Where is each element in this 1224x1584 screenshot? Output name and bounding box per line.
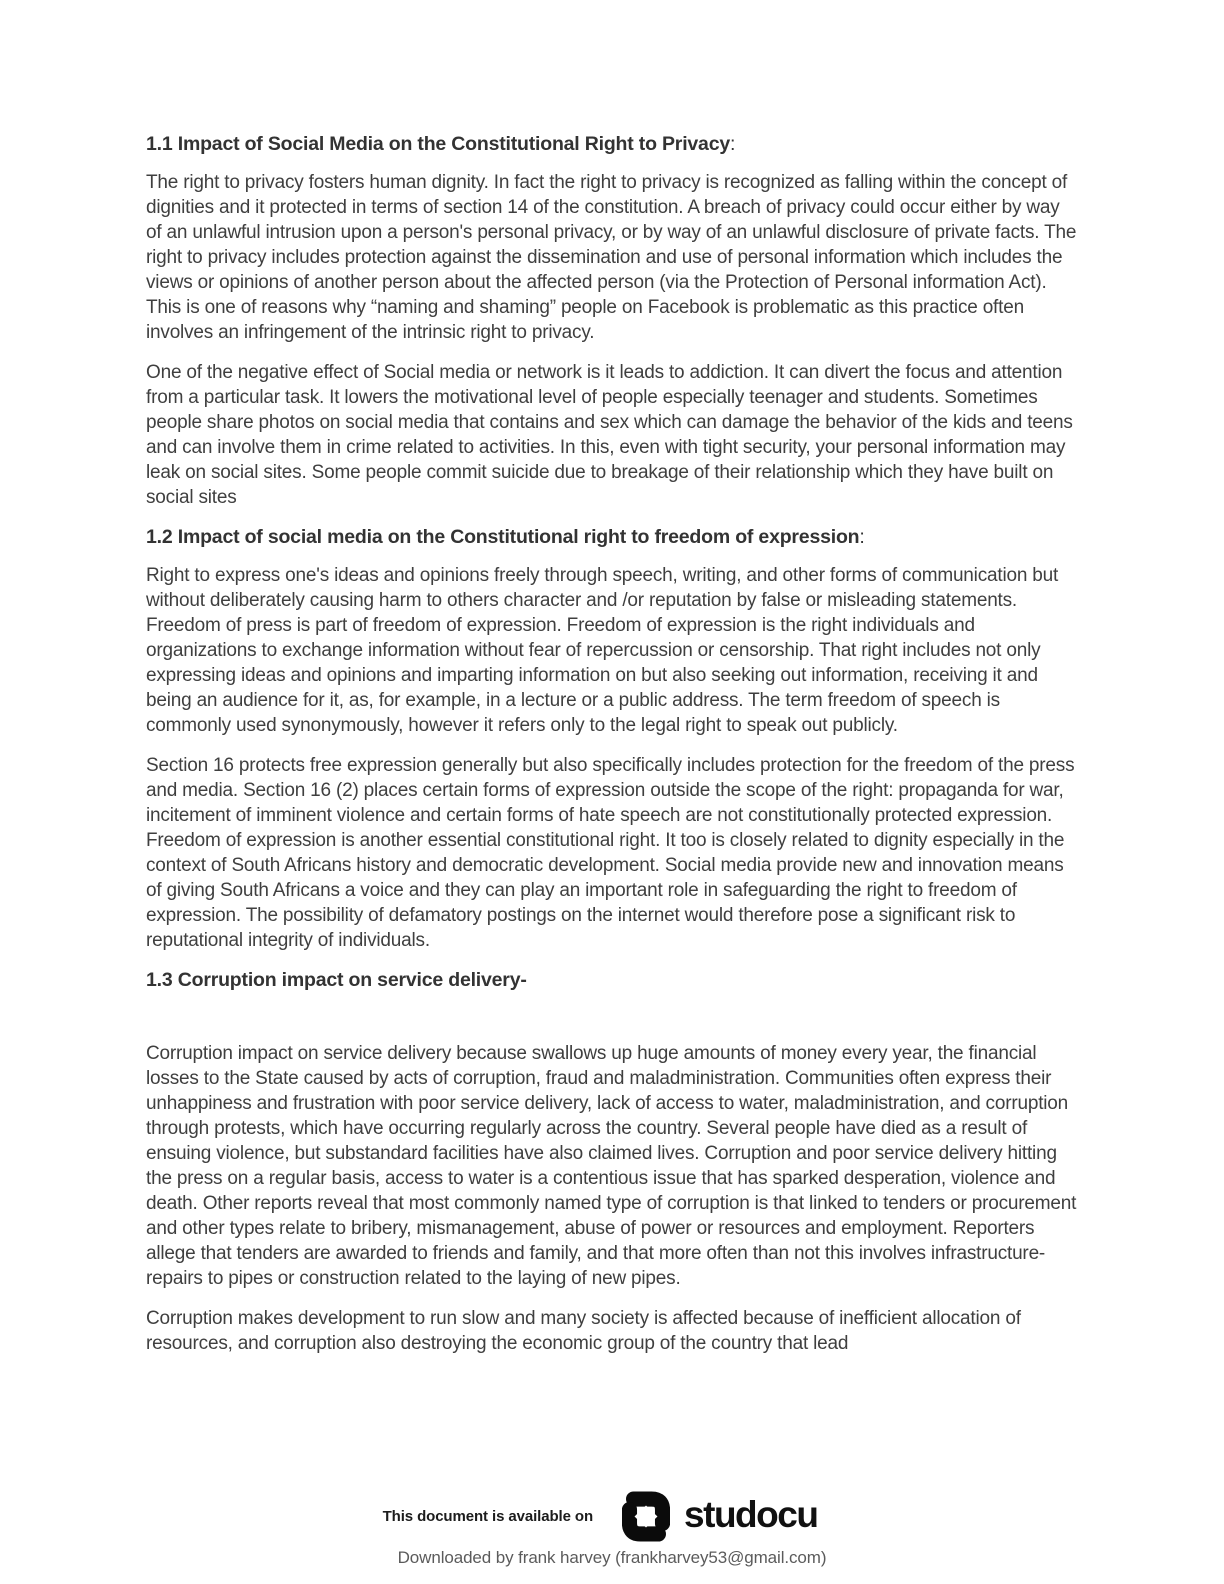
availability-row	[0, 1486, 1212, 1546]
studocu-wordmark: studocu	[684, 1493, 818, 1535]
page-footer	[0, 1486, 1224, 1568]
paragraph: Corruption impact on service delivery because swallows up huge amounts of money every year, the financial losses to the State caused by acts of corruption, fraud and maladministration. Communities often express their unhappiness and frustration with poor service delivery, lack of access to water, maladministration, and corruption through protests, which have occurring regularly across the country. Several people have died as a result of ensuing violence, but substandard facilities have also claimed lives. Corruption and poor service delivery hitting the press on a regular basis, access to water is a contentious issue that has sparked desperation, violence and death. Other reports reveal that most commonly named type of corruption is that linked to tenders or procurement and other types relate to bribery, mismanagement, abuse of power or resources and employment. Reporters allege that tenders are awarded to friends and family, and that more often than not this involves infrastructure- repairs to pipes or construction related to the laying of new pipes.	[146, 1043, 1077, 1289]
section-corruption	[146, 968, 1078, 1356]
section-heading	[146, 132, 1078, 157]
document-body	[146, 132, 1078, 1371]
paragraph: One of the negative effect of Social media or network is it leads to addiction. It can divert the focus and attention from a particular task. It lowers the motivational level of people especially teenager and students. Sometimes people share photos on social media that contains and sex which can damage the behavior of the kids and teens and can involve them in crime related to activities. In this, even with tight security, your personal information may leak on social sites. Some people commit suicide due to breakage of their relationship which they have built on social sites	[146, 362, 1073, 508]
heading-text: 1.3 Corruption impact on service delivery-	[146, 969, 527, 991]
section-heading	[146, 968, 1078, 993]
paragraph: The right to privacy fosters human dignity. In fact the right to privacy is recognized as falling within the concept of dignities and it protected in terms of section 14 of the constitution. A breach of privacy could occur either by way of an unlawful intrusion upon a person's personal privacy, or by way of an unlawful disclosure of private facts. The right to privacy includes protection against the dissemination and use of personal information which includes the views or opinions of another person about the affected person (via the Protection of Personal information Act). This is one of reasons why “naming and shaming” people on Facebook is problematic as this practice often involves an infringement of the intrinsic right to privacy.	[146, 172, 1077, 343]
section-heading	[146, 525, 1078, 550]
studocu-logo-icon	[622, 1488, 670, 1545]
heading-text: 1.1 Impact of Social Media on the Constitutional Right to Privacy	[146, 133, 730, 155]
studocu-logo[interactable]	[622, 1488, 817, 1545]
paragraph: Corruption makes development to run slow and many society is affected because of inefficient allocation of resources, and corruption also destroying the economic group of the country that lead	[146, 1308, 1021, 1354]
heading-suffix: :	[730, 133, 736, 155]
paragraph: Right to express one's ideas and opinions freely through speech, writing, and other forms of communication but without deliberately causing harm to others character and /or reputation by false or misleading statements. Freedom of press is part of freedom of expression. Freedom of expression is the right individuals and organizations to exchange information without fear of repercussion or censorship. That right includes not only expressing ideas and opinions and imparting information on but also seeking out information, receiving it and being an audience for it, as, for example, in a lecture or a public address. The term freedom of speech is commonly used synonymously, however it refers only to the legal right to speak out publicly.	[146, 565, 1059, 736]
heading-text: 1.2 Impact of social media on the Constitutional right to freedom of expression	[146, 526, 860, 548]
section-freedom-of-expression	[146, 525, 1078, 953]
availability-label: This document is available on	[382, 1507, 594, 1525]
section-privacy	[146, 132, 1078, 510]
paragraph: Section 16 protects free expression generally but also specifically includes protection for the freedom of the press and media. Section 16 (2) places certain forms of expression outside the scope of the right: propaganda for war, incitement of imminent violence and certain forms of hate speech are not constitutionally protected expression. Freedom of expression is another essential constitutional right. It too is closely related to dignity especially in the context of South Africans history and democratic development. Social media provide new and innovation means of giving South Africans a voice and they can play an important role in safeguarding the right to freedom of expression. The possibility of defamatory postings on the internet would therefore pose a significant risk to reputational integrity of individuals.	[146, 755, 1075, 951]
heading-suffix: :	[859, 526, 865, 548]
downloaded-by-text: Downloaded by frank harvey (frankharvey53@gmail.com)	[397, 1548, 827, 1567]
